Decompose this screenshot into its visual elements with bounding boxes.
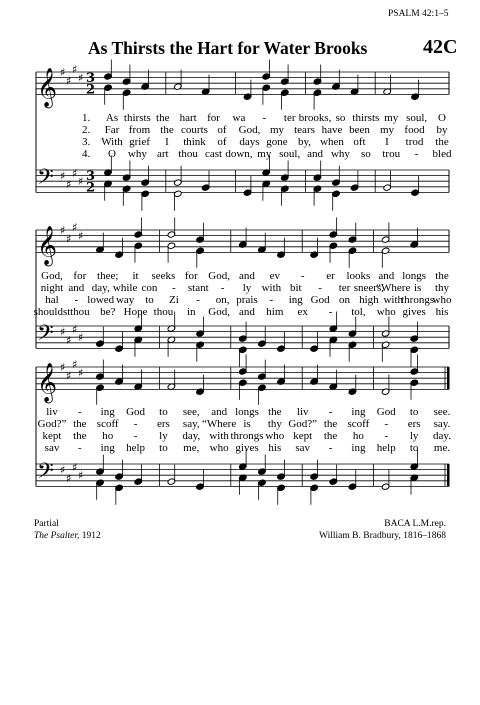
verse-number: 2. <box>82 124 91 136</box>
lyric-syllable: courts <box>181 124 208 136</box>
lyric-syllable: say, <box>182 418 200 430</box>
lyric-syllable: me. <box>433 442 451 454</box>
lyric-syllable: my <box>379 124 395 136</box>
lyric-syllable: thou <box>178 148 198 160</box>
lyric-syllable: to <box>409 442 419 454</box>
lyric-syllable: longs <box>402 270 427 282</box>
lyric-syllable: ter <box>338 282 351 294</box>
lyric-syllable: shouldst <box>33 306 71 318</box>
lyric-syllable: seeks <box>151 270 176 282</box>
lyric-syllable: by <box>436 124 448 136</box>
lyric-syllable: sav <box>44 442 60 454</box>
lyric-syllable: thou <box>70 306 90 318</box>
lyric-syllable: God <box>376 406 396 418</box>
lyric-syllable: day, <box>182 430 201 442</box>
treble-clef-icon: 𝄞 <box>37 362 58 403</box>
lyric-syllable: er <box>326 270 335 282</box>
lyric-syllable: and <box>68 282 85 294</box>
lyric-syllable: As <box>105 112 119 124</box>
lyric-syllable: sneers, <box>353 282 384 294</box>
lyric-syllable: lowed <box>87 294 115 306</box>
sharp-icon: ♯ <box>78 71 84 85</box>
lyric-syllable: bled <box>432 148 452 160</box>
lyric-syllable: longs <box>235 406 259 418</box>
lyric-syllable: of <box>217 136 227 148</box>
lyric-syllable: ex <box>297 306 308 318</box>
lyric-syllable: is <box>413 282 422 294</box>
time-signature-bottom: 2 <box>86 82 96 98</box>
footer-composer: William B. Bradbury, 1816–1868 <box>319 531 446 541</box>
lyric-syllable: the <box>435 270 449 282</box>
lyric-syllable: with <box>261 282 282 294</box>
lyric-syllable: con <box>141 282 158 294</box>
lyric-syllable: day, <box>91 282 110 294</box>
sharp-icon: ♯ <box>66 472 72 485</box>
lyric-syllable: and <box>239 270 255 282</box>
lyric-syllable: ly <box>409 430 419 442</box>
lyric-syllable: his <box>268 442 282 454</box>
lyric-syllable: the <box>435 136 449 148</box>
sharp-icon: ♯ <box>78 366 84 380</box>
bass-clef-icon: 𝄢 <box>37 320 54 351</box>
lyric-syllable: ing <box>351 442 366 454</box>
lyric-syllable: so <box>335 112 346 124</box>
verse-number: 4. <box>82 148 91 160</box>
lyric-syllable: the <box>73 430 87 442</box>
lyric-syllable: down, <box>225 148 253 160</box>
lyric-syllable: ter <box>283 112 296 124</box>
lyric-syllable: ers <box>157 418 170 430</box>
lyric-syllable: is <box>243 418 251 430</box>
lyric-syllable: - <box>133 430 138 442</box>
lyric-syllable: throngs <box>401 294 435 306</box>
lyric-syllable: God?” <box>37 418 67 430</box>
lyric-syllable: ing <box>351 406 366 418</box>
lyric-syllable: sav <box>295 442 311 454</box>
sharp-icon: ♯ <box>66 334 72 347</box>
lyric-syllable: ho <box>352 430 364 442</box>
lyric-syllable: looks <box>346 270 371 282</box>
lyric-syllable: - <box>196 294 201 306</box>
lyric-syllable: to <box>409 406 419 418</box>
lyric-syllable: my <box>257 148 272 160</box>
lyric-syllable: help <box>376 442 396 454</box>
lyric-syllable: “Where <box>202 418 237 430</box>
sharp-icon: ♯ <box>60 66 66 79</box>
sharp-icon: ♯ <box>78 331 84 345</box>
lyric-syllable: and <box>239 306 255 318</box>
sharp-icon: ♯ <box>72 166 78 180</box>
sharp-icon: ♯ <box>72 460 78 474</box>
sharp-icon: ♯ <box>66 178 72 191</box>
sharp-icon: ♯ <box>60 463 66 477</box>
lyric-syllable: ers <box>407 418 421 430</box>
lyric-syllable: so <box>360 148 371 160</box>
final-barline <box>447 464 450 486</box>
lyric-syllable: brooks, <box>298 112 332 124</box>
sharp-icon: ♯ <box>78 229 84 243</box>
lyric-syllable: - <box>220 282 225 294</box>
lyric-syllable: ho <box>102 430 114 442</box>
time-signature-bottom: 2 <box>86 180 96 196</box>
lyric-syllable: art <box>156 148 169 160</box>
lyric-syllable: - <box>133 418 138 430</box>
lyric-syllable: Zi <box>168 294 179 306</box>
lyric-syllable: - <box>78 442 82 454</box>
lyric-syllable: on, <box>215 294 230 306</box>
lyric-syllable: - <box>384 418 389 430</box>
lyric-syllable: when <box>320 136 344 148</box>
lyric-syllable: gone <box>266 136 288 148</box>
lyric-syllable: soul, <box>279 148 301 160</box>
lyric-syllable: why <box>330 148 350 160</box>
lyric-syllable: see, <box>182 406 200 418</box>
verse-number: 1. <box>82 112 91 124</box>
lyric-syllable: God, <box>238 124 261 136</box>
psalter-year: 1912 <box>79 531 101 541</box>
sharp-icon: ♯ <box>60 224 66 237</box>
bass-clef-icon: 𝄢 <box>37 458 54 489</box>
lyric-syllable: and <box>307 148 324 160</box>
lyric-syllable: food <box>404 124 425 136</box>
lyric-syllable: - <box>262 112 267 124</box>
lyric-syllable: my <box>384 112 399 124</box>
lyric-syllable: who <box>432 294 452 306</box>
lyric-syllable: and <box>378 270 395 282</box>
sharp-icon: ♯ <box>66 232 72 246</box>
lyric-syllable: be? <box>100 306 116 318</box>
lyric-syllable: gives <box>235 442 259 454</box>
lyric-syllable: - <box>78 406 82 418</box>
footer-tune-name: BACA L.M.rep. <box>384 519 446 529</box>
lyric-syllable: with <box>383 294 404 306</box>
lyric-syllable: to <box>159 442 168 454</box>
lyric-syllable: “Where <box>376 282 411 294</box>
lyric-syllable: in <box>187 306 196 318</box>
lyric-syllable: been <box>349 124 370 136</box>
time-signature-top: 3 <box>86 169 96 185</box>
lyric-syllable: O <box>438 112 446 124</box>
lyric-syllable: him <box>266 306 284 318</box>
lyric-syllable: - <box>414 148 419 160</box>
lyric-syllable: say. <box>433 418 451 430</box>
lyric-syllable: stant <box>187 282 209 294</box>
lyric-syllable: - <box>384 430 389 442</box>
lyric-syllable: grief <box>129 136 150 148</box>
lyric-syllable: Far <box>104 124 120 136</box>
lyric-syllable: oft <box>353 136 366 148</box>
lyric-syllable: the <box>323 430 338 442</box>
lyric-syllable: trod <box>405 136 424 148</box>
lyric-syllable: - <box>300 270 305 282</box>
lyric-syllable: God, <box>208 270 230 282</box>
hymn-number: 42C <box>423 36 458 58</box>
lyric-syllable: by, <box>297 136 312 148</box>
lyric-syllable: liv <box>296 406 309 418</box>
time-signature-top: 3 <box>86 71 96 87</box>
lyric-syllable: kept <box>42 430 62 442</box>
lyric-syllable: throngs <box>230 430 264 442</box>
lyric-syllable: God, <box>208 306 230 318</box>
lyric-syllable: - <box>74 294 79 306</box>
footer-text-source <box>34 531 101 541</box>
lyric-syllable: thy <box>267 418 282 430</box>
lyric-syllable: thirsts <box>123 112 151 124</box>
lyric-syllable: of <box>217 124 227 136</box>
lyric-syllable: who <box>376 306 396 318</box>
footer-partial: Partial <box>34 519 59 529</box>
lyric-syllable: - <box>328 442 333 454</box>
lyric-syllable: from <box>128 124 151 136</box>
bass-clef-icon: 𝄢 <box>37 164 54 195</box>
lyric-syllable: hart <box>179 112 197 124</box>
lyric-syllable: me, <box>183 442 200 454</box>
lyric-syllable: liv <box>46 406 58 418</box>
lyric-syllable: way <box>115 294 135 306</box>
lyric-syllable: Hope <box>123 306 148 318</box>
lyric-syllable: I <box>165 136 169 148</box>
lyric-syllable: my <box>269 124 285 136</box>
lyric-syllable: see. <box>433 406 451 418</box>
lyric-syllable: ly <box>242 282 252 294</box>
lyric-syllable: thee; <box>97 270 119 282</box>
lyric-syllable: thou <box>153 306 174 318</box>
sharp-icon: ♯ <box>66 369 72 383</box>
lyric-syllable: tears <box>294 124 315 136</box>
lyric-syllable: the <box>268 406 282 418</box>
lyric-syllable: ing <box>100 406 115 418</box>
sharp-icon: ♯ <box>60 361 66 374</box>
lyric-syllable: I <box>385 136 389 148</box>
lyric-syllable: - <box>269 294 274 306</box>
lyric-syllable: soul, <box>406 112 428 124</box>
lyric-syllable: it <box>132 270 139 282</box>
sharp-icon: ♯ <box>72 358 78 372</box>
treble-clef-icon: 𝄞 <box>37 225 58 266</box>
lyric-syllable: gives <box>402 306 426 318</box>
lyric-syllable: for <box>207 112 220 124</box>
lyric-syllable: help <box>126 442 146 454</box>
lyric-syllable: O <box>108 148 116 160</box>
lyric-syllable: the <box>73 418 87 430</box>
lyric-syllable: cast <box>204 148 223 160</box>
lyric-syllable: tol, <box>351 306 366 318</box>
sharp-icon: ♯ <box>66 74 72 88</box>
lyric-syllable: scoff <box>347 418 370 430</box>
lyric-syllable: God <box>126 406 146 418</box>
lyric-syllable: why <box>127 148 147 160</box>
hymn-title: As Thirsts the Hart for Water Brooks <box>88 38 368 58</box>
lyric-syllable: his <box>435 306 449 318</box>
lyric-syllable: who <box>209 442 229 454</box>
lyric-syllable: the <box>160 124 174 136</box>
lyric-syllable: think <box>183 136 206 148</box>
lyric-syllable: ing <box>288 294 303 306</box>
lyric-syllable: for <box>73 270 87 282</box>
scripture-reference: PSALM 42:1–5 <box>388 9 449 19</box>
lyric-syllable: - <box>328 306 333 318</box>
lyric-syllable: thy <box>434 282 450 294</box>
lyric-syllable: God <box>310 294 330 306</box>
sharp-icon: ♯ <box>78 175 84 189</box>
lyric-syllable: the <box>156 112 170 124</box>
lyric-syllable: God?” <box>288 418 318 430</box>
lyric-syllable: with <box>209 430 229 442</box>
lyric-syllable: high <box>359 294 379 306</box>
lyric-syllable: ev <box>269 270 281 282</box>
lyric-syllable: the <box>323 418 338 430</box>
lyric-syllable: scoff <box>96 418 119 430</box>
sharp-icon: ♯ <box>72 63 78 77</box>
sharp-icon: ♯ <box>60 169 66 183</box>
lyric-syllable: have <box>321 124 343 136</box>
lyric-syllable: God, <box>41 270 63 282</box>
lyric-syllable: on <box>339 294 350 306</box>
lyric-syllable: for <box>184 270 198 282</box>
treble-clef-icon: 𝄞 <box>37 67 58 108</box>
lyric-syllable: - <box>318 282 322 294</box>
lyric-syllable: to <box>159 406 168 418</box>
lyric-syllable: night <box>40 282 64 294</box>
sharp-icon: ♯ <box>72 322 78 336</box>
lyric-syllable: bit <box>289 282 302 294</box>
lyric-syllable: who <box>265 430 285 442</box>
lyric-syllable: to <box>145 294 154 306</box>
lyric-syllable: prais <box>236 294 258 306</box>
verse-number: 3. <box>82 136 91 148</box>
sharp-icon: ♯ <box>60 325 66 339</box>
lyric-syllable: hal <box>45 294 59 306</box>
lyric-syllable: - <box>172 282 176 294</box>
sharp-icon: ♯ <box>78 469 84 483</box>
lyric-syllable: thirsts <box>352 112 380 124</box>
lyric-syllable: ing <box>100 442 115 454</box>
lyric-syllable: ly <box>159 430 168 442</box>
lyric-syllable: day. <box>433 430 451 442</box>
lyric-syllable: kept <box>293 430 313 442</box>
psalter-source: The Psalter, <box>34 531 80 541</box>
sharp-icon: ♯ <box>72 221 78 235</box>
lyric-syllable: wa <box>232 112 246 124</box>
lyric-syllable: trou <box>382 148 401 160</box>
lyric-syllable: With <box>101 136 123 148</box>
lyric-syllable: days <box>239 136 260 148</box>
final-barline <box>447 367 450 389</box>
lyric-syllable: while <box>112 282 138 294</box>
lyric-syllable: - <box>328 406 333 418</box>
lyric-syllable: and <box>211 406 228 418</box>
